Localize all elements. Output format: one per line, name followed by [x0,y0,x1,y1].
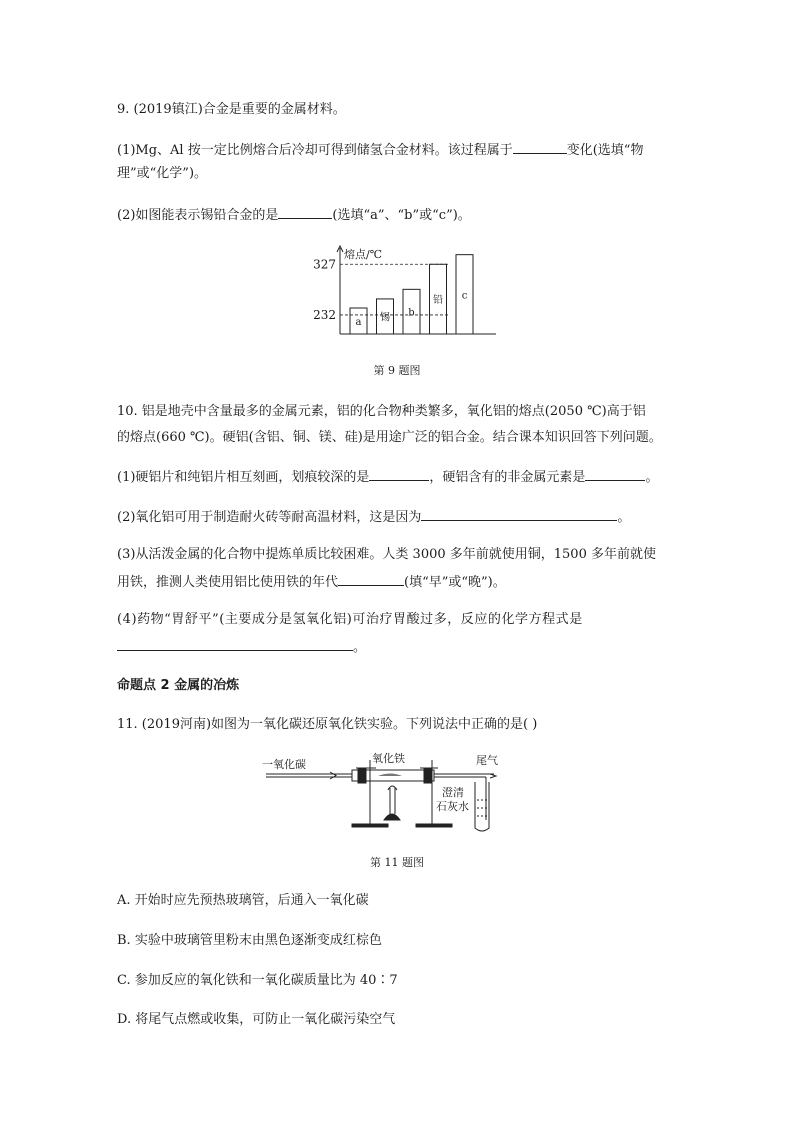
exhaust-label: 尾气 [476,754,498,767]
q9-figure-caption: 第 9 题图 [373,364,421,377]
q9-stem: 9. (2019镇江)合金是重要的金属材料。 [117,102,346,117]
melting-point-chart [300,242,500,342]
q10-stem-line1: 10. 铝是地壳中含量最多的金属元素，铝的化合物种类繁多，氧化铝的熔点(2050 ℃)高于铝 [117,404,646,419]
q10-part2-text-b: 。 [617,510,631,525]
q9-part1-text-b: 变化(选填“物 [566,143,644,158]
q10-part2 [117,506,630,528]
q9-part2-text-b: (选填“a”、“b”或“c”)。 [332,208,471,223]
q9-part1-line2: 理”或“化学”)。 [117,166,208,181]
q10-answer-blank-2[interactable] [585,466,645,481]
q9-part2 [117,204,471,226]
q10-stem-line2: 的熔点(660 ℃)。硬铝(含铝、铜、镁、硅)是用途广泛的铝合金。结合课本知识回答下列问题。 [117,430,662,445]
q9-answer-blank-2[interactable] [278,204,332,219]
q10-part4-line2 [117,636,366,658]
bar-label-3: b [408,307,415,319]
q11-stem: 11. (2019河南)如图为一氧化碳还原氧化铁实验。下列说法中正确的是( ) [117,717,538,732]
q10-part1 [117,466,658,488]
y-tick-327: 327 [313,257,336,272]
bar-label-1: a [355,317,362,328]
q10-part1-text-b: ，硬铝含有的非金属元素是 [429,470,586,485]
co-label: 一氧化碳 [262,758,306,771]
y-tick-232: 232 [313,307,336,322]
q10-part2-text-a: (2)氧化铝可用于制造耐火砖等耐高温材料，这是因为 [117,510,422,525]
q9-part2-text-a: (2)如图能表示锡铅合金的是 [117,208,279,223]
limewater-label-line2: 石灰水 [436,800,469,813]
q9-answer-blank-1[interactable] [513,139,567,154]
q10-answer-blank-5[interactable] [117,636,353,651]
q10-part4-text-b: 。 [353,640,367,655]
q10-part1-text-c: 。 [645,470,659,485]
bar-label-2: 锡 [380,312,390,324]
q11-option-d[interactable]: D. 将尾气点燃或收集，可防止一氧化碳污染空气 [117,1012,396,1027]
q10-answer-blank-4[interactable] [338,571,404,586]
limewater-label-line1: 澄清 [442,786,464,799]
q10-part1-text-a: (1)硬铝片和纯铝片相互刻画，划痕较深的是 [117,470,370,485]
q11-option-b[interactable]: B. 实验中玻璃管里粉末由黑色逐渐变成红棕色 [117,933,382,948]
co-reduction-apparatus-diagram [260,748,510,834]
q9-part1-line1 [117,139,643,161]
q9-part1-text-a: (1)Mg、Al 按一定比例熔合后冷却可得到储氢合金材料。该过程属于 [117,143,513,158]
q11-figure-caption: 第 11 题图 [370,856,424,869]
y-axis-label: 熔点/℃ [344,248,383,261]
q10-part4-line1: (4)药物“胃舒平”(主要成分是氢氧化铝)可治疗胃酸过多，反应的化学方程式是 [117,612,583,627]
q10-part3-text-c: (填“早”或“晚”)。 [404,575,506,590]
bar-label-5: c [461,290,468,302]
q10-part3-line1: (3)从活泼金属的化合物中提炼单质比较困难。人类 3000 多年前就使用铜，1500 多年前就使 [117,547,656,562]
q11-option-c[interactable]: C. 参加反应的氧化铁和一氧化碳质量比为 40∶7 [117,973,398,988]
q10-part3-text-b: 用铁，推测人类使用铝比使用铁的年代 [117,575,339,590]
bar-label-4: 铅 [433,295,443,307]
section-heading: 命题点 2 金属的冶炼 [117,678,240,693]
q10-part3-line2 [117,571,506,593]
q11-option-a[interactable]: A. 开始时应先预热玻璃管，后通入一氧化碳 [117,893,369,908]
q10-answer-blank-3[interactable] [421,506,617,521]
iron-oxide-label: 氧化铁 [372,752,405,765]
q10-answer-blank-1[interactable] [369,466,429,481]
